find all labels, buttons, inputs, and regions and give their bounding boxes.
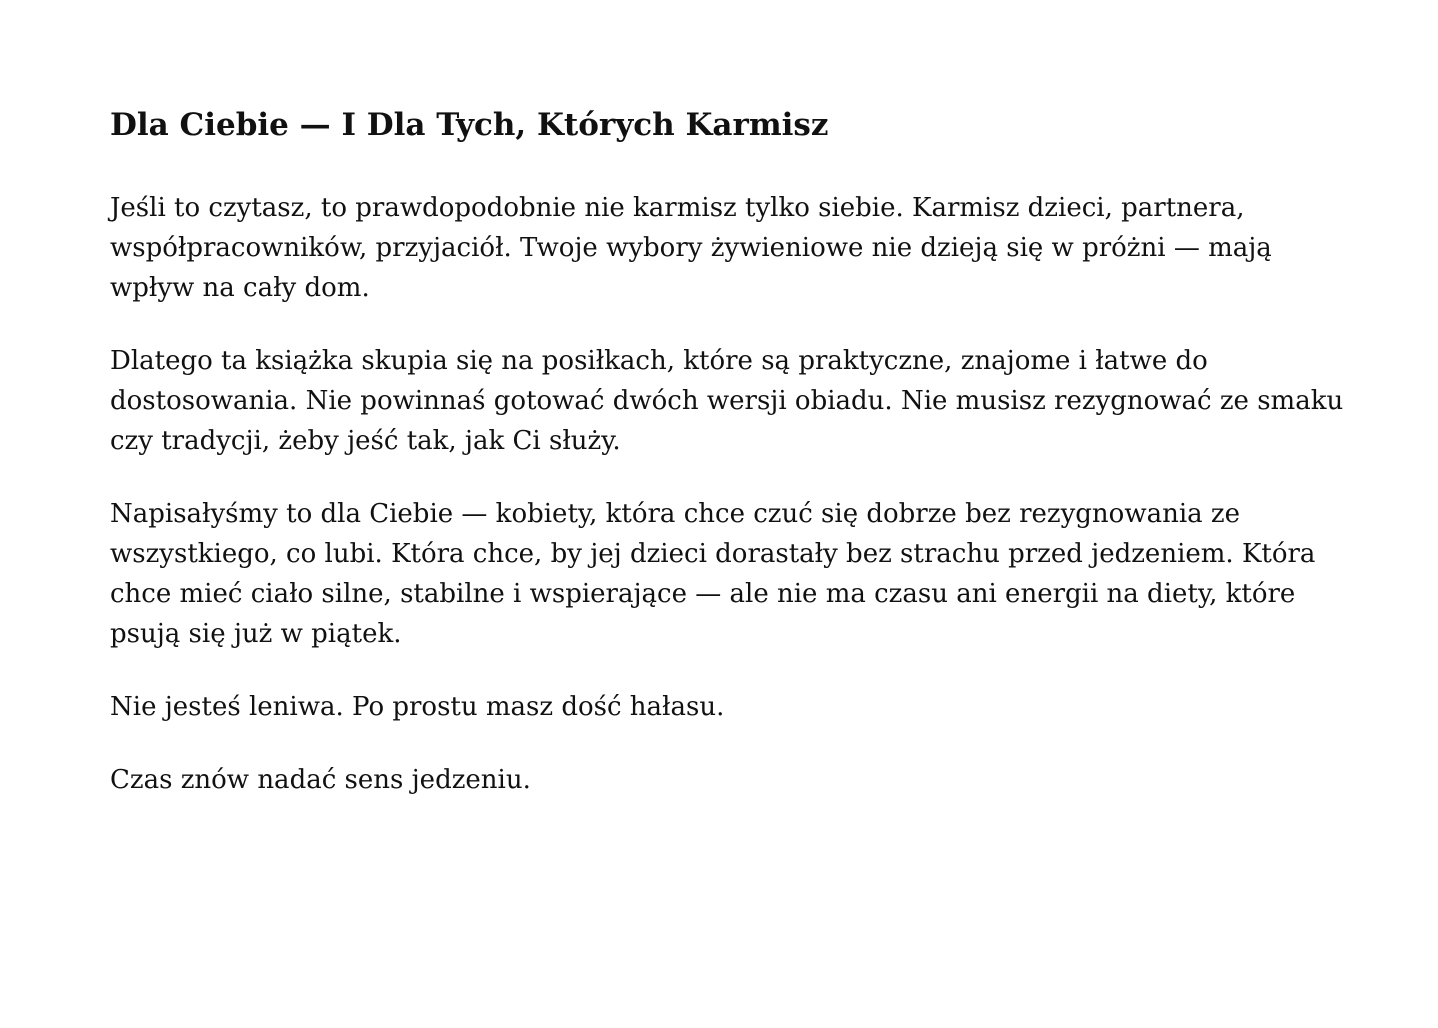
paragraph-line: współpracowników, przyjaciół. Twoje wybory żywieniowe nie dzieją się w próżni — mają <box>110 233 1272 263</box>
paragraph-line: czy tradycji, żeby jeść tak, jak Ci służy. <box>110 426 621 456</box>
paragraph-line: dostosowania. Nie powinnaś gotować dwóch wersji obiadu. Nie musisz rezygnować ze smaku <box>110 386 1344 416</box>
paragraph-line: Czas znów nadać sens jedzeniu. <box>110 765 531 795</box>
paragraph-line: Dlatego ta książka skupia się na posiłkach, które są praktyczne, znajome i łatwe do <box>110 346 1208 376</box>
paragraph-line: Nie jesteś leniwa. Po prostu masz dość hałasu. <box>110 692 725 722</box>
paragraph-line: wpływ na cały dom. <box>110 273 370 303</box>
paragraph-3 <box>110 494 1370 654</box>
paragraph-line: psują się już w piątek. <box>110 619 402 649</box>
paragraph-2 <box>110 341 1370 461</box>
paragraph-line: Jeśli to czytasz, to prawdopodobnie nie karmisz tylko siebie. Karmisz dzieci, partnera, <box>110 193 1245 223</box>
paragraph-1 <box>110 188 1370 308</box>
paragraph-4 <box>110 687 1370 727</box>
document-title: Dla Ciebie — I Dla Tych, Których Karmisz <box>110 107 829 143</box>
paragraph-line: chce mieć ciało silne, stabilne i wspierające — ale nie ma czasu ani energii na diety, które <box>110 579 1296 609</box>
paragraph-line: wszystkiego, co lubi. Która chce, by jej dzieci dorastały bez strachu przed jedzeniem. Która <box>110 539 1316 569</box>
document-page <box>110 102 1370 833</box>
paragraph-5 <box>110 760 1370 800</box>
paragraph-line: Napisałyśmy to dla Ciebie — kobiety, która chce czuć się dobrze bez rezygnowania ze <box>110 499 1240 529</box>
